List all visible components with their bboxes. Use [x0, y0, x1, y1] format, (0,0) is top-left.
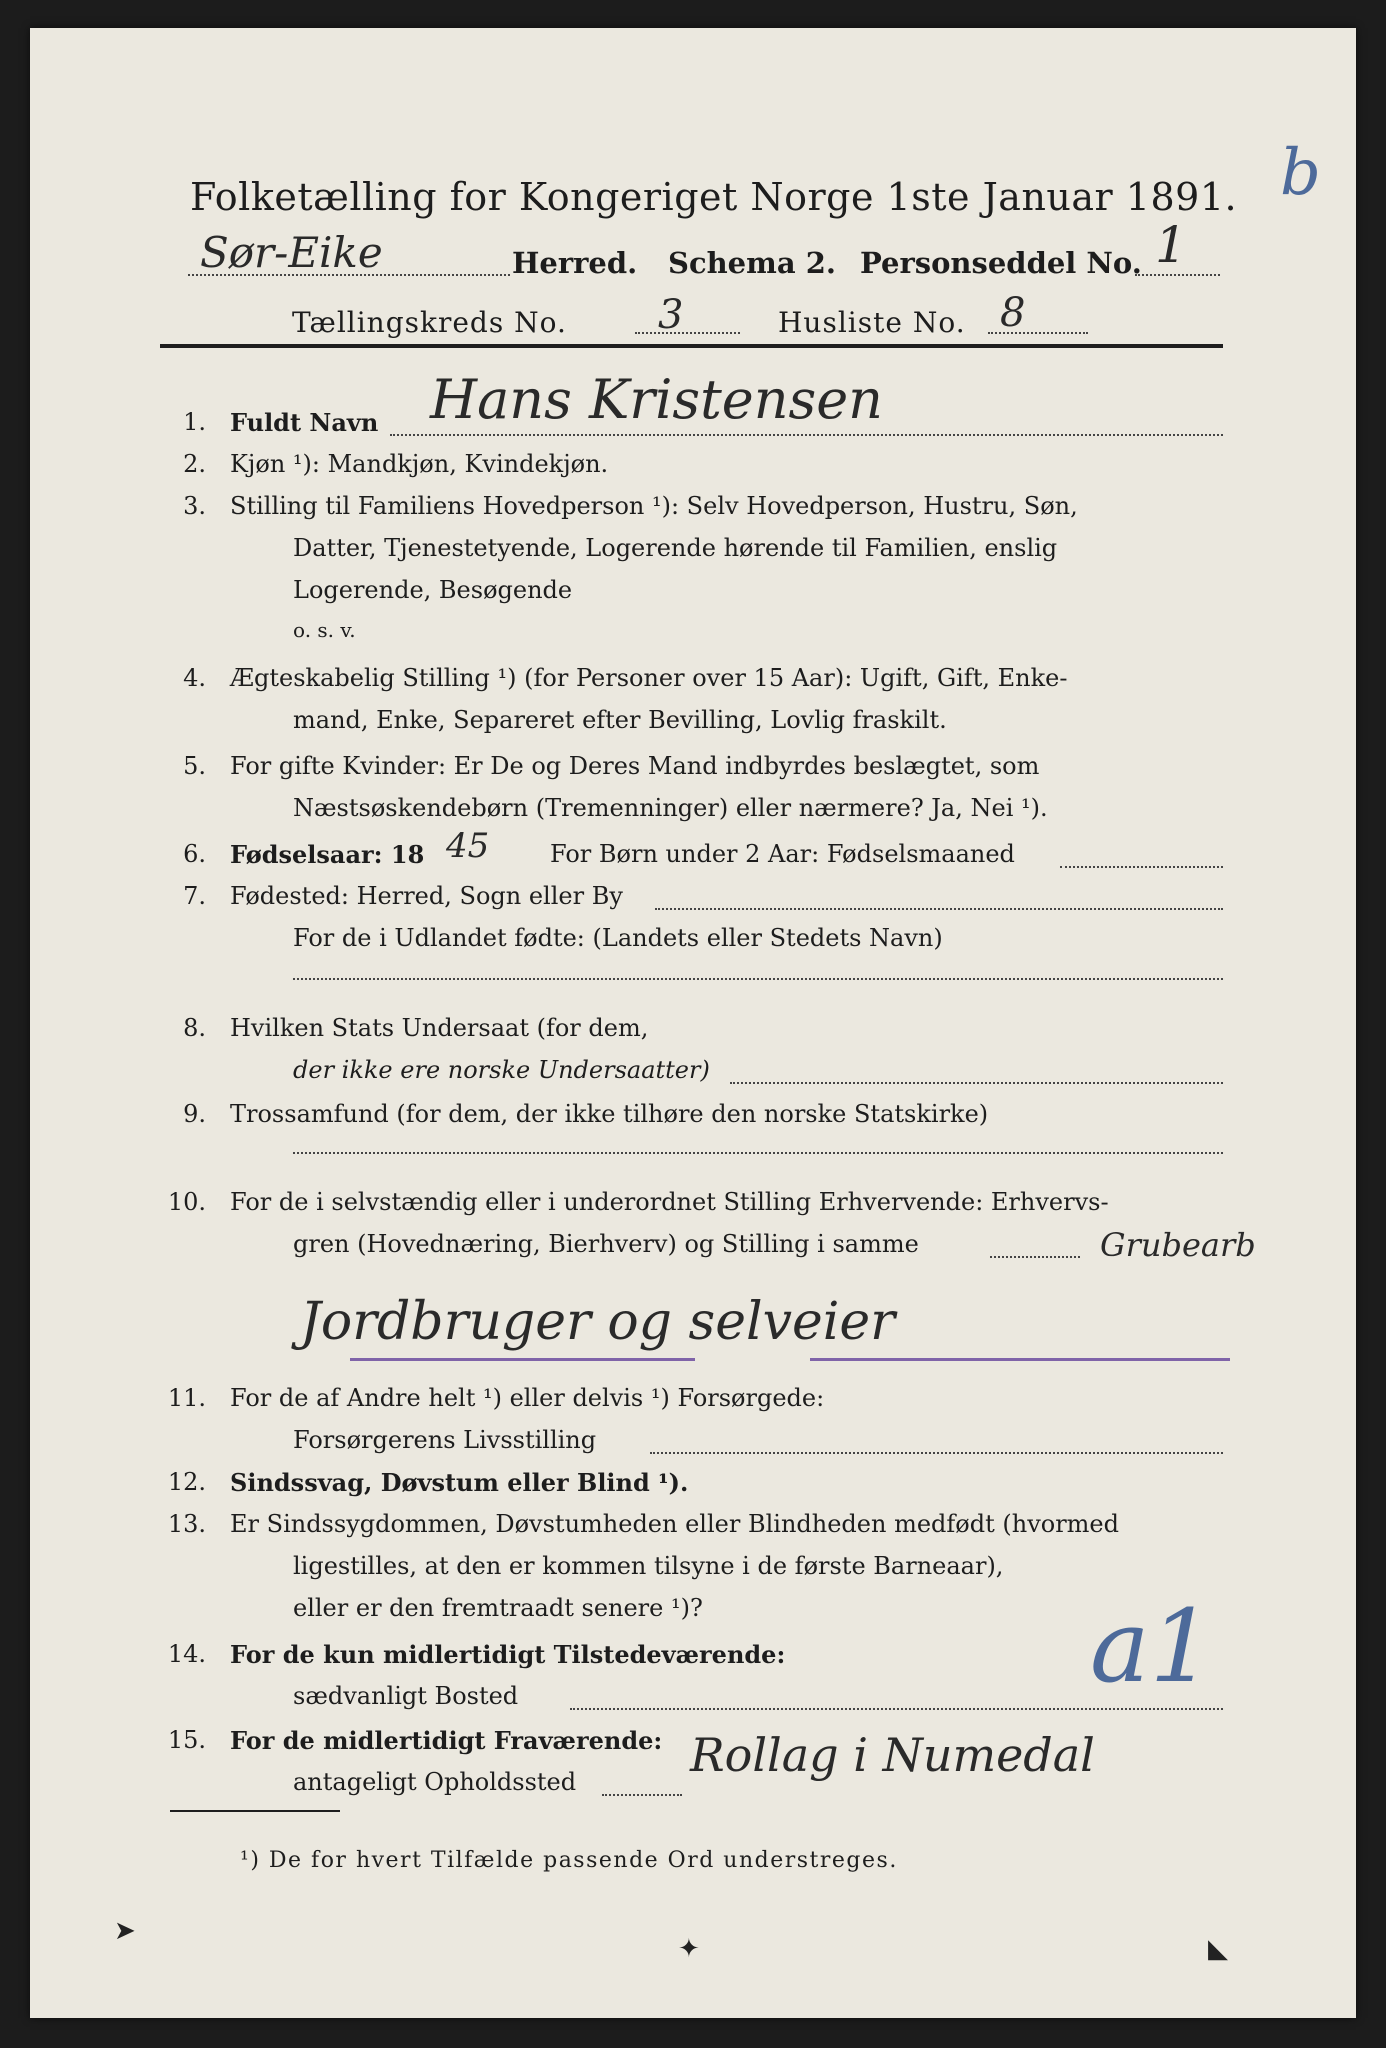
- item-10-number: 10.: [167, 1188, 206, 1216]
- header-rule: [160, 344, 1223, 348]
- item-11-number: 11.: [167, 1384, 206, 1412]
- kreds-handwritten: 3: [658, 292, 684, 338]
- item-13-label: Er Sindssygdommen, Døvstumheden eller Blindheden medfødt (hvormed: [230, 1510, 1119, 1538]
- item-3-cont-2: Logerende, Besøgende: [293, 576, 573, 604]
- husliste-handwritten: 8: [1000, 290, 1026, 336]
- item-15-cont-1: antageligt Opholdssted: [293, 1768, 577, 1796]
- item-6-label-2: For Børn under 2 Aar: Fødselsmaaned: [550, 840, 1015, 868]
- item-11-label: For de af Andre helt ¹) eller delvis ¹) Forsørgede:: [230, 1384, 825, 1412]
- item-1-fill-line: [390, 434, 1223, 436]
- item-10-underline-1: [350, 1358, 695, 1361]
- personseddel-fill-line: [1135, 274, 1220, 276]
- item-14-fill-line: [570, 1708, 1223, 1710]
- item-8-label: Hvilken Stats Undersaat (for dem,: [230, 1014, 649, 1042]
- item-7-fill-line-2: [293, 978, 1223, 980]
- item-14-number: 14.: [167, 1640, 206, 1668]
- item-7-number: 7.: [183, 882, 206, 910]
- item-10-answer: Grubearb: [1100, 1226, 1256, 1264]
- footnote: ¹) De for hvert Tilfælde passende Ord understreges.: [240, 1848, 898, 1873]
- item-4-label: Ægteskabelig Stilling ¹) (for Personer over 15 Aar): Ugift, Gift, Enke-: [230, 664, 1068, 692]
- item-1-number: 1.: [183, 408, 206, 436]
- item-12-label: Sindssvag, Døvstum eller Blind ¹).: [230, 1468, 689, 1497]
- item-8-number: 8.: [183, 1014, 206, 1042]
- item-10-fill-line: [990, 1256, 1080, 1258]
- item-13-cont-2: eller er den fremtraadt senere ¹)?: [293, 1594, 703, 1622]
- personseddel-label: Personseddel No.: [860, 246, 1142, 280]
- herred-handwritten: Sør-Eike: [200, 228, 383, 277]
- item-5-cont-1: Næstsøskendebørn (Tremenninger) eller nærmere? Ja, Nei ¹).: [293, 794, 1048, 822]
- herred-label: Herred.: [512, 246, 638, 280]
- item-10-underline-2: [810, 1358, 1230, 1361]
- item-15-label: For de midlertidigt Fraværende:: [230, 1726, 663, 1755]
- item-6-number: 6.: [183, 840, 206, 868]
- item-1-label: Fuldt Navn: [230, 408, 379, 437]
- item-6-label: Fødselsaar: 18: [230, 840, 425, 869]
- census-form-sheet: [30, 28, 1356, 2018]
- item-11-fill-line: [650, 1452, 1223, 1454]
- item-5-label: For gifte Kvinder: Er De og Deres Mand indbyrdes beslægtet, som: [230, 752, 1040, 780]
- footnote-rule: [170, 1810, 340, 1812]
- item-9-label: Trossamfund (for dem, der ikke tilhøre den norske Statskirke): [230, 1100, 989, 1128]
- item-10-label: For de i selvstændig eller i underordnet Stilling Erhvervende: Erhvervs-: [230, 1188, 1109, 1216]
- item-11-cont-1: Forsørgerens Livsstilling: [293, 1426, 597, 1454]
- item-15-fill-line: [602, 1794, 682, 1796]
- item-5-number: 5.: [183, 752, 206, 780]
- item-3-label: Stilling til Familiens Hovedperson ¹): Selv Hovedperson, Hustru, Søn,: [230, 492, 1078, 520]
- husliste-label: Husliste No.: [778, 306, 966, 339]
- item-7-cont-1: For de i Udlandet fødte: (Landets eller Stedets Navn): [293, 924, 943, 952]
- item-3-cont-1: Datter, Tjenestetyende, Logerende hørende til Familien, enslig: [293, 534, 1058, 562]
- item-2-label: Kjøn ¹): Mandkjøn, Kvindekjøn.: [230, 450, 609, 478]
- item-9-fill-line: [293, 1152, 1223, 1154]
- item-14-cont-1: sædvanligt Bosted: [293, 1682, 519, 1710]
- item-8-fill-line: [730, 1082, 1223, 1084]
- item-13-cont-1: ligestilles, at den er kommen tilsyne i de første Barneaar),: [293, 1552, 1004, 1580]
- schema-label: Schema 2.: [668, 246, 836, 280]
- registration-mark-center: ✦: [678, 1934, 700, 1964]
- item-4-cont-1: mand, Enke, Separeret efter Bevilling, Lovlig fraskilt.: [293, 706, 947, 734]
- item-4-number: 4.: [183, 664, 206, 692]
- item-9-number: 9.: [183, 1100, 206, 1128]
- item-10-answer-2: Jordbruger og selveier: [300, 1292, 896, 1352]
- registration-mark-left: ➤: [114, 1916, 136, 1946]
- item-13-number: 13.: [167, 1510, 206, 1538]
- item-7-fill-line: [655, 908, 1223, 910]
- item-6-fill-line: [1060, 866, 1223, 868]
- item-6-answer: 45: [446, 826, 490, 866]
- kreds-label: Tællingskreds No.: [292, 306, 567, 339]
- form-title: Folketælling for Kongeriget Norge 1ste Januar 1891.: [190, 175, 1238, 219]
- item-15-answer: Rollag i Numedal: [690, 1728, 1095, 1782]
- item-3-cont-3: o. s. v.: [293, 618, 356, 642]
- item-1-answer: Hans Kristensen: [430, 368, 883, 431]
- item-2-number: 2.: [183, 450, 206, 478]
- item-3-number: 3.: [183, 492, 206, 520]
- item-8-cont-1: der ikke ere norske Undersaatter): [293, 1056, 710, 1084]
- item-15-number: 15.: [167, 1726, 206, 1754]
- item-12-number: 12.: [167, 1468, 206, 1496]
- item-14-answer: a1: [1090, 1588, 1214, 1705]
- item-10-cont-1: gren (Hovednæring, Bierhverv) og Stilling i samme: [293, 1230, 919, 1258]
- corner-mark: b: [1280, 136, 1321, 210]
- registration-mark-right: ◣: [1208, 1934, 1228, 1964]
- kreds-fill-line: [635, 332, 740, 334]
- personseddel-handwritten: 1: [1155, 216, 1187, 274]
- item-14-label: For de kun midlertidigt Tilstedeværende:: [230, 1640, 786, 1669]
- item-7-label: Fødested: Herred, Sogn eller By: [230, 882, 623, 910]
